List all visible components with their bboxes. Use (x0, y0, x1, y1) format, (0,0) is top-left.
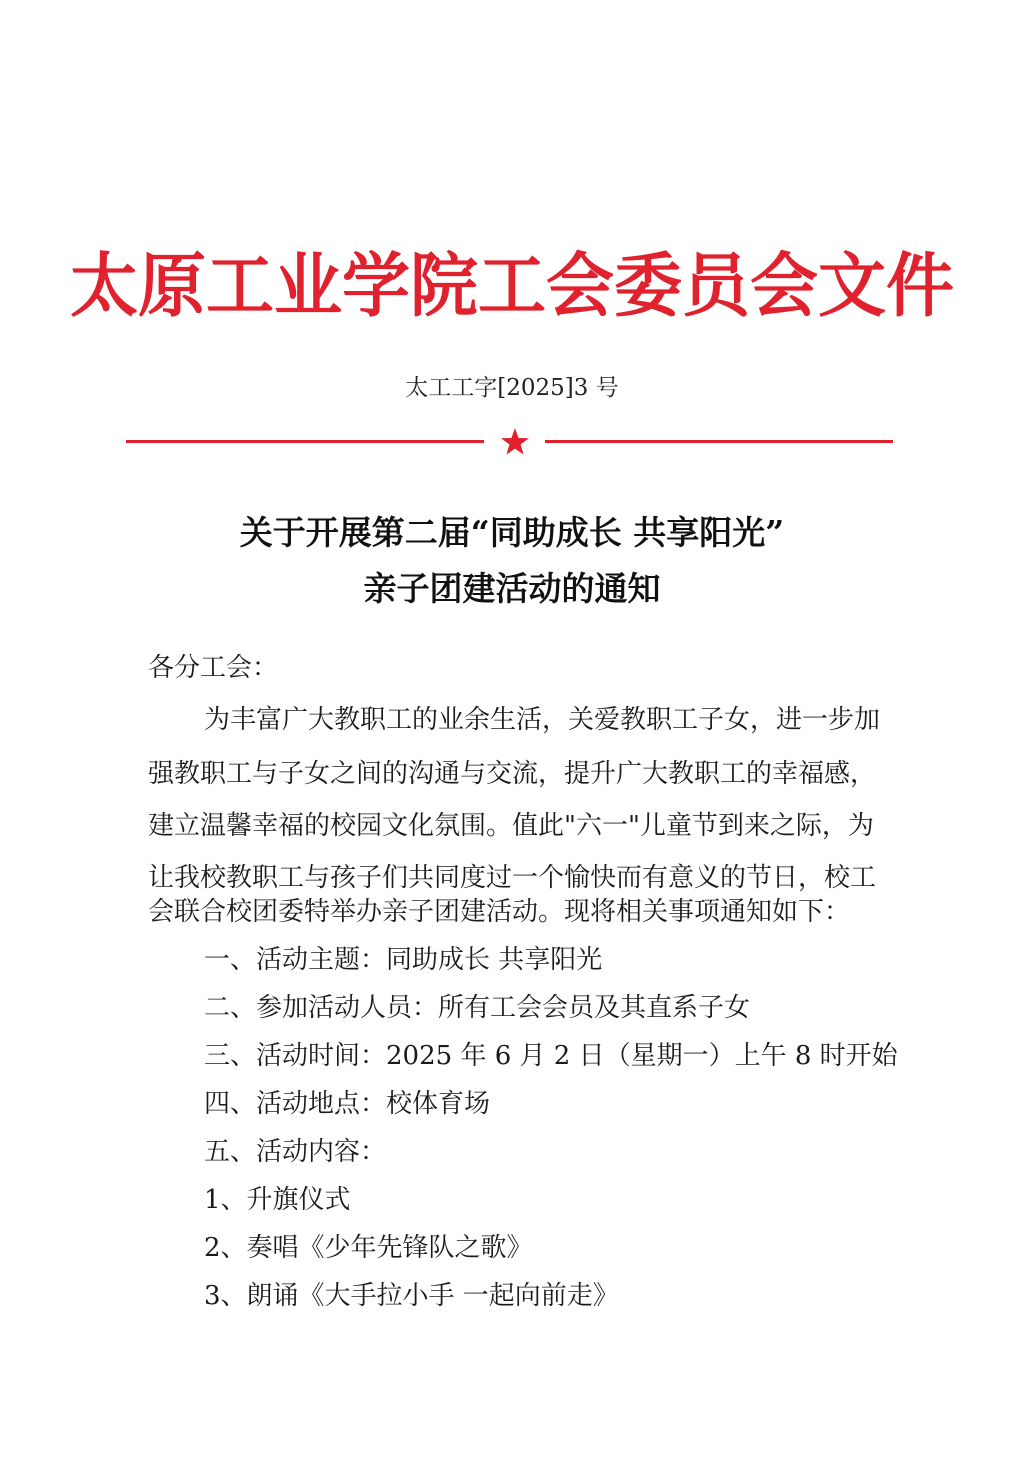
notice-title-line-1: 关于开展第二届“同助成长 共享阳光” (239, 513, 785, 552)
activity-content-item (204, 1132, 386, 1172)
item-value: 所有工会会员及其直系子女 (438, 993, 751, 1023)
intro-line: 为丰富广大教职工的业余生活，关爱教职工子女，进一步加 (204, 705, 881, 735)
salutation: 各分工会： (148, 653, 279, 683)
divider-line-left (126, 440, 484, 443)
divider-line-right (545, 440, 893, 443)
notice-title-line-2: 亲子团建活动的通知 (363, 569, 661, 608)
content-list-item: 2、奏唱《少年先锋队之歌》 (204, 1233, 533, 1263)
intro-line: 会联合校团委特举办亲子团建活动。现将相关事项通知如下： (148, 897, 851, 927)
item-label: 三、活动时间： (204, 1041, 387, 1071)
intro-line: 强教职工与子女之间的沟通与交流，提升广大教职工的幸福感， (148, 759, 877, 789)
item-label: 一、活动主题： (204, 945, 387, 975)
document-header-title: 太原工业学院工会委员会文件 (69, 245, 954, 327)
item-value: 同助成长 共享阳光 (386, 945, 603, 975)
header-divider (0, 428, 1024, 458)
intro-line: 让我校教职工与孩子们共同度过一个愉快而有意义的节日，校工 (148, 863, 877, 893)
item-label: 四、活动地点： (204, 1089, 387, 1119)
activity-time-item (204, 1036, 898, 1076)
participants-item (204, 988, 750, 1028)
document-number: 太工工字[2025]3 号 (405, 375, 619, 401)
intro-line: 建立温馨幸福的校园文化氛围。值此"六一"儿童节到来之际，为 (148, 811, 874, 841)
item-value: 校体育场 (386, 1089, 491, 1119)
content-list-item: 3、朗诵《大手拉小手 一起向前走》 (204, 1281, 619, 1311)
item-value: 2025 年 6 月 2 日（星期一）上午 8 时开始 (386, 1041, 898, 1071)
content-list-item: 1、升旗仪式 (204, 1185, 351, 1215)
activity-location-item (204, 1084, 490, 1124)
item-label: 五、活动内容： (204, 1137, 387, 1167)
activity-theme-item (204, 940, 602, 980)
star-icon (499, 426, 531, 458)
item-label: 二、参加活动人员： (204, 993, 439, 1023)
